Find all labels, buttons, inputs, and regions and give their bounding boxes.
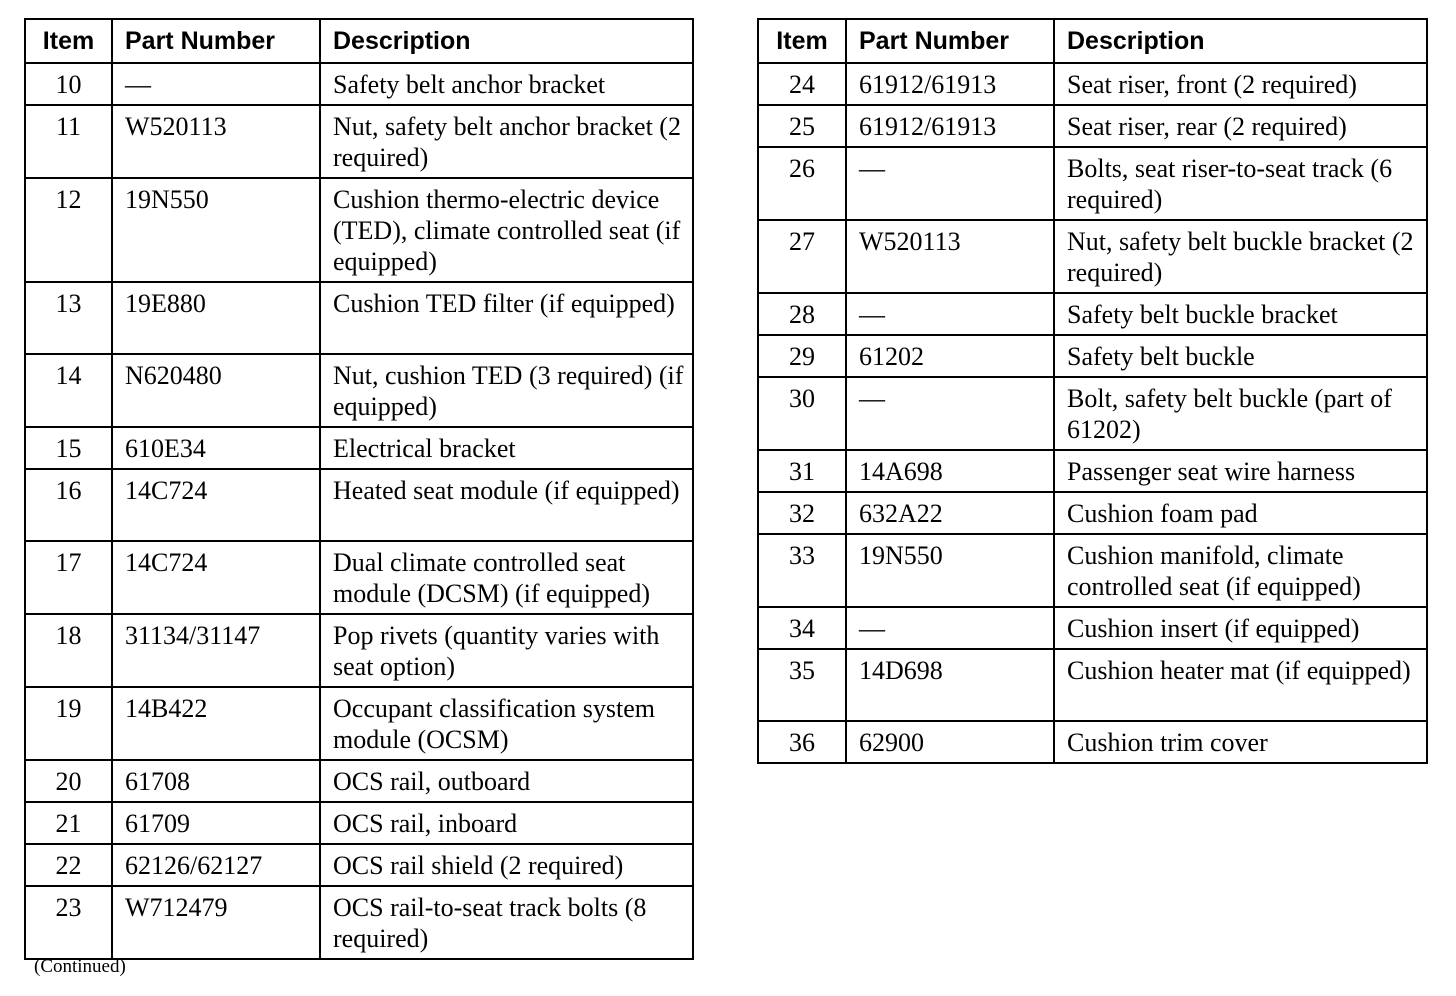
description: Seat riser, front (2 required) — [1054, 63, 1427, 105]
part-number: N620480 — [112, 354, 320, 427]
description: Nut, safety belt anchor bracket (2 required) — [320, 105, 693, 178]
item-number: 30 — [758, 377, 846, 450]
table-header-row — [758, 19, 1427, 63]
item-number: 13 — [25, 282, 112, 354]
description: Bolt, safety belt buckle (part of 61202) — [1054, 377, 1427, 450]
part-number: 632A22 — [846, 492, 1054, 534]
table-row — [758, 105, 1427, 147]
part-number: 19N550 — [846, 534, 1054, 607]
description: Dual climate controlled seat module (DCSM) (if equipped) — [320, 541, 693, 614]
description: Seat riser, rear (2 required) — [1054, 105, 1427, 147]
item-number: 24 — [758, 63, 846, 105]
part-number: — — [112, 63, 320, 105]
part-number: 31134/31147 — [112, 614, 320, 687]
description: Cushion TED filter (if equipped) — [320, 282, 693, 354]
item-number: 18 — [25, 614, 112, 687]
item-number: 16 — [25, 469, 112, 541]
item-number: 22 — [25, 844, 112, 886]
part-number: 61709 — [112, 802, 320, 844]
part-number: W520113 — [846, 220, 1054, 293]
table-row — [25, 282, 693, 354]
part-number: 62126/62127 — [112, 844, 320, 886]
item-number: 21 — [25, 802, 112, 844]
table-row — [758, 147, 1427, 220]
description: Nut, cushion TED (3 required) (if equipped) — [320, 354, 693, 427]
description: Cushion manifold, climate controlled seat (if equipped) — [1054, 534, 1427, 607]
table-row — [25, 760, 693, 802]
parts-table-right — [757, 18, 1428, 764]
header-description: Description — [1054, 19, 1427, 63]
item-number: 31 — [758, 450, 846, 492]
table-row — [25, 802, 693, 844]
item-number: 10 — [25, 63, 112, 105]
part-number: 61202 — [846, 335, 1054, 377]
item-number: 26 — [758, 147, 846, 220]
part-number: 14D698 — [846, 649, 1054, 721]
description: Safety belt buckle bracket — [1054, 293, 1427, 335]
table-row — [25, 354, 693, 427]
item-number: 33 — [758, 534, 846, 607]
part-number: 610E34 — [112, 427, 320, 469]
table-row — [25, 844, 693, 886]
header-item: Item — [25, 19, 112, 63]
part-number: 14B422 — [112, 687, 320, 760]
table-row — [758, 450, 1427, 492]
description: Pop rivets (quantity varies with seat option) — [320, 614, 693, 687]
part-number: 19E880 — [112, 282, 320, 354]
part-number: W520113 — [112, 105, 320, 178]
item-number: 11 — [25, 105, 112, 178]
description: Cushion thermo-electric device (TED), climate controlled seat (if equipped) — [320, 178, 693, 282]
item-number: 20 — [25, 760, 112, 802]
description: Cushion insert (if equipped) — [1054, 607, 1427, 649]
item-number: 35 — [758, 649, 846, 721]
part-number: — — [846, 607, 1054, 649]
item-number: 25 — [758, 105, 846, 147]
header-part-number: Part Number — [846, 19, 1054, 63]
description: Safety belt anchor bracket — [320, 63, 693, 105]
part-number: 62900 — [846, 721, 1054, 763]
item-number: 17 — [25, 541, 112, 614]
description: Bolts, seat riser-to-seat track (6 required) — [1054, 147, 1427, 220]
table-row — [758, 721, 1427, 763]
description: OCS rail shield (2 required) — [320, 844, 693, 886]
part-number: 61708 — [112, 760, 320, 802]
description: OCS rail-to-seat track bolts (8 required) — [320, 886, 693, 959]
part-number: 61912/61913 — [846, 63, 1054, 105]
header-item: Item — [758, 19, 846, 63]
item-number: 36 — [758, 721, 846, 763]
table-row — [758, 492, 1427, 534]
table-row — [758, 534, 1427, 607]
header-part-number: Part Number — [112, 19, 320, 63]
item-number: 19 — [25, 687, 112, 760]
description: Safety belt buckle — [1054, 335, 1427, 377]
part-number: 14C724 — [112, 469, 320, 541]
item-number: 23 — [25, 886, 112, 959]
item-number: 12 — [25, 178, 112, 282]
item-number: 34 — [758, 607, 846, 649]
table-row — [25, 427, 693, 469]
part-number: W712479 — [112, 886, 320, 959]
description: Occupant classification system module (OCSM) — [320, 687, 693, 760]
description: Cushion trim cover — [1054, 721, 1427, 763]
description: Nut, safety belt buckle bracket (2 required) — [1054, 220, 1427, 293]
header-description: Description — [320, 19, 693, 63]
part-number: 14C724 — [112, 541, 320, 614]
item-number: 28 — [758, 293, 846, 335]
continued-note: (Continued) — [34, 956, 126, 977]
item-number: 15 — [25, 427, 112, 469]
part-number: — — [846, 147, 1054, 220]
description: Passenger seat wire harness — [1054, 450, 1427, 492]
table-row — [758, 335, 1427, 377]
table-row — [25, 105, 693, 178]
table-row — [758, 607, 1427, 649]
part-number: 14A698 — [846, 450, 1054, 492]
table-row — [758, 649, 1427, 721]
description: Cushion foam pad — [1054, 492, 1427, 534]
part-number: 61912/61913 — [846, 105, 1054, 147]
part-number: — — [846, 293, 1054, 335]
item-number: 29 — [758, 335, 846, 377]
description: Heated seat module (if equipped) — [320, 469, 693, 541]
table-row — [758, 63, 1427, 105]
item-number: 27 — [758, 220, 846, 293]
table-row — [25, 886, 693, 959]
item-number: 32 — [758, 492, 846, 534]
table-row — [758, 377, 1427, 450]
table-row — [25, 63, 693, 105]
description: OCS rail, outboard — [320, 760, 693, 802]
parts-table-left — [24, 18, 694, 960]
description: Cushion heater mat (if equipped) — [1054, 649, 1427, 721]
item-number: 14 — [25, 354, 112, 427]
table-row — [25, 614, 693, 687]
description: Electrical bracket — [320, 427, 693, 469]
table-header-row — [25, 19, 693, 63]
description: OCS rail, inboard — [320, 802, 693, 844]
table-row — [25, 687, 693, 760]
part-number: 19N550 — [112, 178, 320, 282]
table-row — [25, 469, 693, 541]
part-number: — — [846, 377, 1054, 450]
table-row — [25, 178, 693, 282]
table-row — [758, 293, 1427, 335]
table-row — [25, 541, 693, 614]
table-row — [758, 220, 1427, 293]
